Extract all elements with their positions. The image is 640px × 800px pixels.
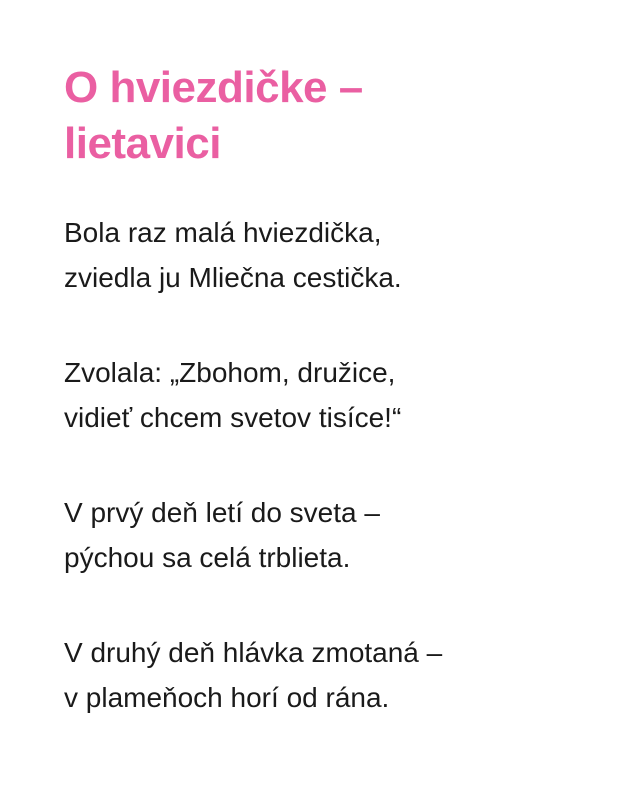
verse-line: v plameňoch horí od rána. [64,682,390,713]
poem-title-line: lietavici [64,119,221,168]
verse-line: zviedla ju Mliečna cestička. [64,262,402,293]
verse-line: V prvý deň letí do sveta – [64,497,380,528]
poem-body [64,210,624,770]
verse-line: Zvolala: „Zbohom, družice, [64,357,396,388]
stanza-4 [64,630,624,720]
verse-line: vidieť chcem svetov tisíce!“ [64,402,402,433]
poem-title-line: O hviezdičke – [64,63,363,112]
stanza-1 [64,210,624,300]
verse-line: Bola raz malá hviezdička, [64,217,382,248]
stanza-2 [64,350,624,440]
verse-line: pýchou sa celá trblieta. [64,542,351,573]
poem-title [64,60,363,172]
verse-line: V druhý deň hlávka zmotaná – [64,637,443,668]
stanza-3 [64,490,624,580]
